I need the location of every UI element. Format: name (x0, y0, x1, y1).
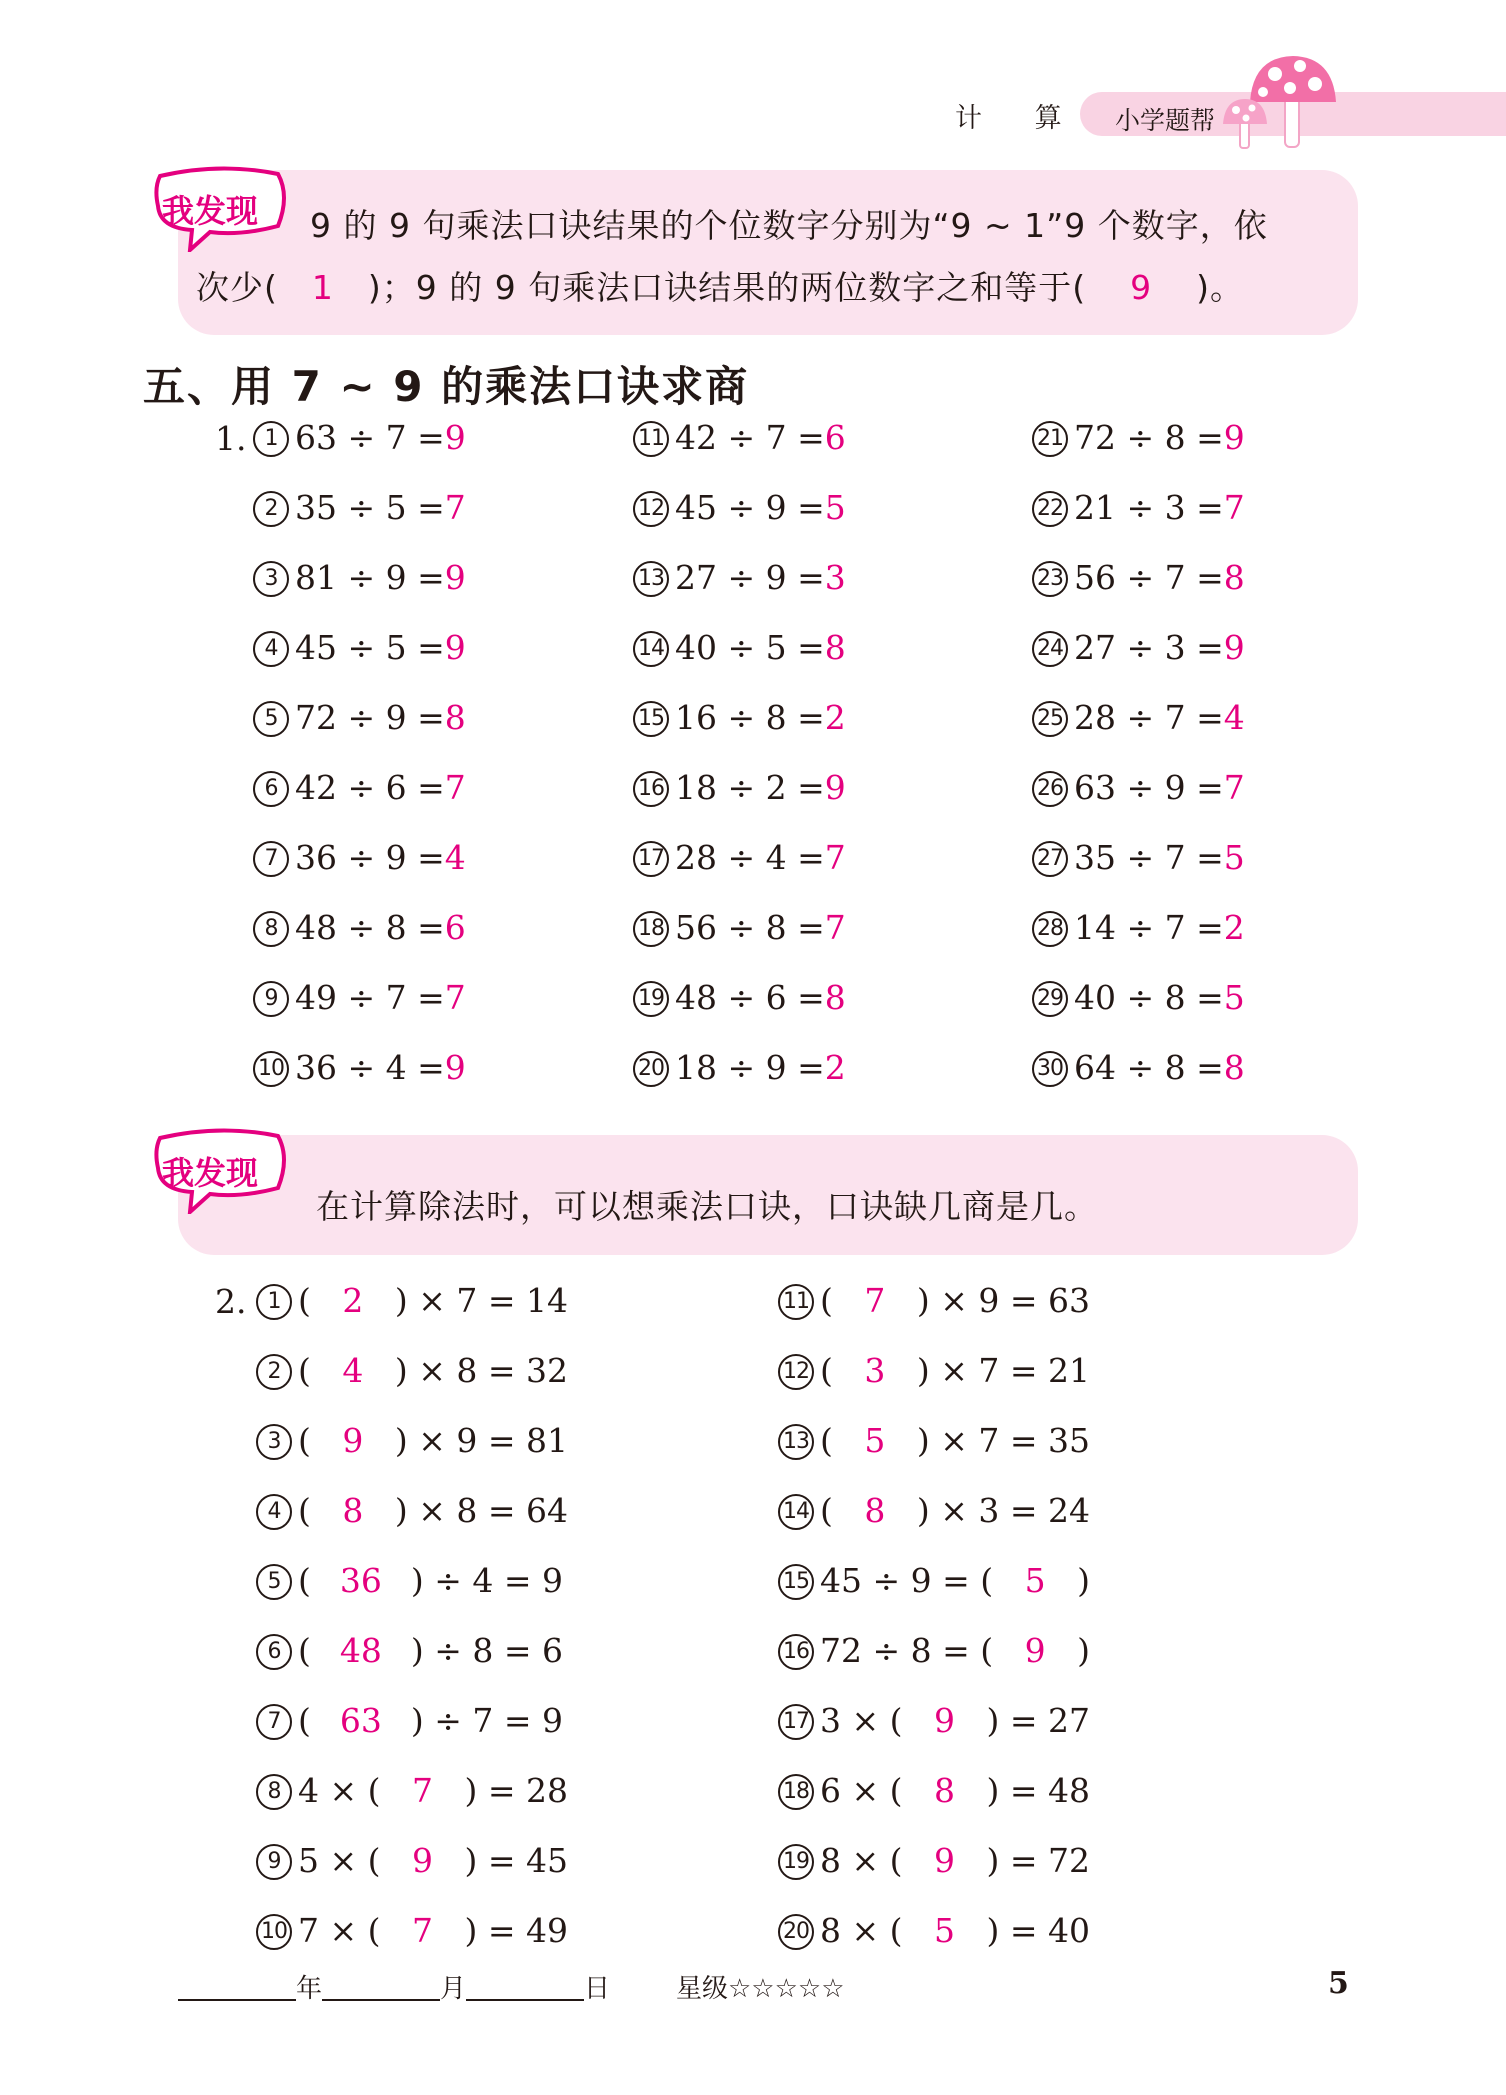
item-suffix: ) × 7 = 35 (916, 1421, 1090, 1460)
item-number: 23 (1032, 561, 1068, 597)
q2-item (778, 1841, 1090, 1880)
q1-item (633, 838, 846, 877)
item-suffix: ) ÷ 7 = 9 (410, 1701, 564, 1740)
item-prefix: ( (298, 1631, 311, 1670)
item-expression: 45 ÷ 9 = (675, 488, 825, 527)
item-answer: 7 (1223, 488, 1245, 527)
item-answer: 7 (444, 768, 466, 807)
discover-badge-1-text: 我发现 (162, 192, 259, 230)
item-number: 4 (253, 631, 289, 667)
q1-item (1032, 838, 1245, 877)
item-number: 3 (256, 1424, 292, 1460)
month-blank (322, 1975, 440, 2001)
item-answer: 6 (444, 908, 466, 947)
q2-item (778, 1701, 1090, 1740)
item-answer: 7 (412, 1771, 433, 1810)
item-expression: 16 ÷ 8 = (675, 698, 825, 737)
item-number: 22 (1032, 491, 1068, 527)
item-suffix: ) = 28 (464, 1771, 568, 1810)
item-number: 7 (253, 841, 289, 877)
discover1-line2 (196, 257, 1244, 319)
item-suffix: ) = 49 (464, 1911, 568, 1950)
item-answer: 8 (824, 978, 846, 1017)
item-answer: 8 (1223, 1048, 1245, 1087)
item-number: 19 (778, 1844, 814, 1880)
item-suffix: ) = 48 (986, 1771, 1090, 1810)
item-expression: 49 ÷ 7 = (295, 978, 445, 1017)
item-expression: 27 ÷ 3 = (1074, 628, 1224, 667)
item-prefix: 6 × ( (820, 1771, 903, 1810)
item-number: 7 (256, 1704, 292, 1740)
item-expression: 48 ÷ 6 = (675, 978, 825, 1017)
item-number: 18 (778, 1774, 814, 1810)
item-answer: 2 (342, 1281, 364, 1320)
item-expression: 56 ÷ 7 = (1074, 558, 1224, 597)
item-number: 24 (1032, 631, 1068, 667)
q1-item (633, 1048, 846, 1087)
item-answer: 7 (824, 838, 846, 877)
q1-item (1032, 768, 1245, 807)
item-answer: 5 (1024, 1561, 1046, 1600)
item-number: 18 (633, 911, 669, 947)
item-answer: 8 (934, 1771, 955, 1810)
item-expression: 63 ÷ 9 = (1074, 768, 1224, 807)
item-expression: 72 ÷ 9 = (295, 698, 445, 737)
item-number: 9 (253, 981, 289, 1017)
q1-item (1032, 908, 1245, 947)
q2-item (256, 1421, 568, 1460)
q2-item (256, 1561, 563, 1600)
item-expression: 40 ÷ 5 = (675, 628, 825, 667)
q1-item (633, 418, 846, 457)
item-expression: 72 ÷ 8 = (1074, 418, 1224, 457)
q1-item (1032, 488, 1245, 527)
item-expression: 28 ÷ 7 = (1074, 698, 1224, 737)
q1-item (1032, 978, 1245, 1017)
item-answer: 5 (1223, 838, 1245, 877)
item-prefix: ( (298, 1281, 311, 1320)
item-answer: 9 (444, 628, 466, 667)
item-number: 2 (256, 1354, 292, 1390)
discover1-line2-c: )。 (1196, 268, 1244, 307)
item-expression: 42 ÷ 7 = (675, 418, 825, 457)
item-expression: 48 ÷ 8 = (295, 908, 445, 947)
q1-item (253, 908, 466, 947)
q1-item (253, 1048, 466, 1087)
footer-date (178, 1968, 610, 2005)
item-answer: 5 (1223, 978, 1245, 1017)
item-expression: 64 ÷ 8 = (1074, 1048, 1224, 1087)
item-number: 21 (1032, 421, 1068, 457)
discover1-answer-1: 1 (311, 268, 334, 307)
q1-item (253, 698, 466, 737)
q1-item (633, 908, 846, 947)
item-answer: 3 (864, 1351, 886, 1390)
item-answer: 3 (824, 558, 846, 597)
item-answer: 7 (824, 908, 846, 947)
item-suffix: ) × 9 = 63 (916, 1281, 1090, 1320)
item-prefix: ( (820, 1351, 833, 1390)
item-answer: 9 (342, 1421, 364, 1460)
item-suffix: ) × 7 = 21 (916, 1351, 1090, 1390)
item-answer: 9 (824, 768, 846, 807)
item-suffix: ) = 72 (986, 1841, 1090, 1880)
q2-item (778, 1771, 1090, 1810)
item-answer: 9 (934, 1841, 955, 1880)
q1-item (633, 628, 846, 667)
item-answer: 4 (342, 1351, 364, 1390)
item-expression: 35 ÷ 5 = (295, 488, 445, 527)
item-number: 12 (633, 491, 669, 527)
item-answer: 7 (864, 1281, 886, 1320)
item-prefix: ( (820, 1421, 833, 1460)
item-suffix: ) × 8 = 32 (394, 1351, 568, 1390)
item-prefix: 5 × ( (298, 1841, 381, 1880)
item-prefix: 4 × ( (298, 1771, 381, 1810)
item-answer: 5 (864, 1421, 886, 1460)
item-answer: 4 (1223, 698, 1245, 737)
item-number: 26 (1032, 771, 1068, 807)
q1-item (1032, 698, 1245, 737)
discover2-text: 在计算除法时，可以想乘法口诀，口诀缺几商是几。 (316, 1187, 1098, 1226)
item-number: 20 (633, 1051, 669, 1087)
item-number: 10 (253, 1051, 289, 1087)
discover1-line1: 9 的 9 句乘法口诀结果的个位数字分别为“9 ~ 1”9 个数字，依 (310, 206, 1268, 245)
item-expression: 56 ÷ 8 = (675, 908, 825, 947)
item-number: 16 (633, 771, 669, 807)
q1-item (633, 978, 846, 1017)
item-expression: 36 ÷ 9 = (295, 838, 445, 877)
q1-item (253, 978, 466, 1017)
item-prefix: 3 × ( (820, 1701, 903, 1740)
q1-item (253, 628, 466, 667)
item-suffix: ) × 3 = 24 (916, 1491, 1090, 1530)
item-answer: 2 (824, 1048, 846, 1087)
q2-item (256, 1911, 568, 1950)
item-prefix: 45 ÷ 9 = ( (820, 1561, 994, 1600)
item-number: 4 (256, 1494, 292, 1530)
item-number: 15 (778, 1564, 814, 1600)
item-number: 6 (253, 771, 289, 807)
item-number: 14 (778, 1494, 814, 1530)
item-answer: 8 (444, 698, 466, 737)
item-prefix: ( (298, 1561, 311, 1600)
item-prefix: ( (298, 1351, 311, 1390)
q1-item (633, 558, 846, 597)
year-blank (178, 1975, 296, 2001)
item-expression: 42 ÷ 6 = (295, 768, 445, 807)
q2-item (256, 1631, 563, 1670)
item-answer: 8 (824, 628, 846, 667)
item-number: 25 (1032, 701, 1068, 737)
item-answer: 5 (824, 488, 846, 527)
star-rating: 星级☆☆☆☆☆ (676, 1974, 845, 2004)
item-prefix: 8 × ( (820, 1911, 903, 1950)
item-expression: 81 ÷ 9 = (295, 558, 445, 597)
item-answer: 7 (444, 488, 466, 527)
item-number: 8 (253, 911, 289, 947)
item-number: 16 (778, 1634, 814, 1670)
item-suffix: ) × 9 = 81 (394, 1421, 568, 1460)
year-label: 年 (296, 1974, 323, 2004)
item-number: 1 (253, 421, 289, 457)
item-number: 15 (633, 701, 669, 737)
q2-item (778, 1281, 1090, 1320)
item-answer: 5 (934, 1911, 955, 1950)
item-expression: 45 ÷ 5 = (295, 628, 445, 667)
item-number: 5 (256, 1564, 292, 1600)
item-number: 10 (256, 1914, 292, 1950)
item-suffix: ) × 8 = 64 (394, 1491, 568, 1530)
q2-label: 2. (215, 1282, 247, 1321)
item-number: 13 (633, 561, 669, 597)
q1-item (1032, 628, 1245, 667)
item-answer: 9 (1223, 628, 1245, 667)
item-number: 6 (256, 1634, 292, 1670)
day-blank (466, 1975, 584, 2001)
item-answer: 4 (444, 838, 466, 877)
day-label: 日 (584, 1974, 611, 2004)
item-expression: 18 ÷ 2 = (675, 768, 825, 807)
item-answer: 9 (1223, 418, 1245, 457)
item-expression: 27 ÷ 9 = (675, 558, 825, 597)
q2-item (256, 1841, 568, 1880)
item-suffix: ) (1077, 1561, 1090, 1600)
q2-item (256, 1351, 568, 1390)
item-number: 9 (256, 1844, 292, 1880)
q1-item (253, 488, 466, 527)
q2-item (778, 1561, 1090, 1600)
q2-item (778, 1421, 1090, 1460)
q2-item (256, 1701, 563, 1740)
q1-item (253, 558, 466, 597)
item-prefix: 7 × ( (298, 1911, 381, 1950)
item-number: 30 (1032, 1051, 1068, 1087)
item-number: 2 (253, 491, 289, 527)
item-answer: 63 (339, 1701, 382, 1740)
item-number: 28 (1032, 911, 1068, 947)
item-prefix: ( (820, 1491, 833, 1530)
item-answer: 2 (1223, 908, 1245, 947)
item-expression: 28 ÷ 4 = (675, 838, 825, 877)
item-number: 5 (253, 701, 289, 737)
item-expression: 63 ÷ 7 = (295, 418, 445, 457)
item-answer: 8 (342, 1491, 364, 1530)
discover1-line2-b: )；9 的 9 句乘法口诀结果的两位数字之和等于( (367, 268, 1087, 307)
q1-item (1032, 418, 1245, 457)
item-suffix: ) (1077, 1631, 1090, 1670)
item-suffix: ) = 40 (986, 1911, 1090, 1950)
item-number: 11 (778, 1284, 814, 1320)
q2-item (778, 1491, 1090, 1530)
item-number: 1 (256, 1284, 292, 1320)
item-suffix: ) ÷ 8 = 6 (410, 1631, 564, 1670)
item-expression: 21 ÷ 3 = (1074, 488, 1224, 527)
item-answer: 9 (444, 418, 466, 457)
item-number: 12 (778, 1354, 814, 1390)
item-prefix: 8 × ( (820, 1841, 903, 1880)
item-prefix: 72 ÷ 8 = ( (820, 1631, 994, 1670)
item-answer: 9 (934, 1701, 955, 1740)
item-answer: 9 (412, 1841, 433, 1880)
q1-label: 1. (215, 419, 247, 458)
q1-item (1032, 558, 1245, 597)
item-prefix: ( (298, 1701, 311, 1740)
item-prefix: ( (298, 1491, 311, 1530)
header-brand: 小学题帮 (1115, 106, 1216, 135)
item-number: 14 (633, 631, 669, 667)
item-number: 8 (256, 1774, 292, 1810)
item-expression: 35 ÷ 7 = (1074, 838, 1224, 877)
item-number: 13 (778, 1424, 814, 1460)
q1-item (253, 838, 466, 877)
item-answer: 7 (1223, 768, 1245, 807)
discover1-line2-a: 次少( (196, 268, 278, 307)
q2-item (256, 1281, 568, 1320)
item-answer: 9 (444, 1048, 466, 1087)
page-number: 5 (1328, 1966, 1349, 2001)
item-answer: 9 (444, 558, 466, 597)
discover-badge-2-text: 我发现 (162, 1154, 259, 1192)
discover1-answer-2: 9 (1130, 268, 1153, 307)
item-expression: 18 ÷ 9 = (675, 1048, 825, 1087)
q1-item (633, 488, 846, 527)
item-answer: 48 (339, 1631, 382, 1670)
item-answer: 8 (1223, 558, 1245, 597)
item-answer: 6 (824, 418, 846, 457)
q2-item (778, 1911, 1090, 1950)
item-number: 3 (253, 561, 289, 597)
item-answer: 7 (412, 1911, 433, 1950)
month-label: 月 (440, 1974, 467, 2004)
item-suffix: ) = 45 (464, 1841, 568, 1880)
item-prefix: ( (298, 1421, 311, 1460)
q1-item (253, 418, 466, 457)
item-answer: 8 (864, 1491, 886, 1530)
item-answer: 7 (444, 978, 466, 1017)
item-number: 17 (778, 1704, 814, 1740)
q2-item (778, 1631, 1090, 1670)
q2-item (778, 1351, 1090, 1390)
header-subject: 计 算 (955, 103, 1084, 134)
item-expression: 14 ÷ 7 = (1074, 908, 1224, 947)
item-suffix: ) ÷ 4 = 9 (410, 1561, 564, 1600)
q1-item (633, 768, 846, 807)
q2-item (256, 1491, 568, 1530)
item-number: 27 (1032, 841, 1068, 877)
item-number: 17 (633, 841, 669, 877)
item-expression: 36 ÷ 4 = (295, 1048, 445, 1087)
item-suffix: ) × 7 = 14 (394, 1281, 568, 1320)
item-answer: 2 (824, 698, 846, 737)
item-suffix: ) = 27 (986, 1701, 1090, 1740)
item-number: 29 (1032, 981, 1068, 1017)
section-5-title: 五、用 7 ~ 9 的乘法口诀求商 (143, 362, 750, 411)
item-expression: 40 ÷ 8 = (1074, 978, 1224, 1017)
item-number: 11 (633, 421, 669, 457)
item-number: 20 (778, 1914, 814, 1950)
small-mushroom-icon (1220, 96, 1270, 151)
q1-item (1032, 1048, 1245, 1087)
item-prefix: ( (820, 1281, 833, 1320)
q1-item (633, 698, 846, 737)
q1-item (253, 768, 466, 807)
item-answer: 36 (339, 1561, 382, 1600)
item-number: 19 (633, 981, 669, 1017)
q2-item (256, 1771, 568, 1810)
item-answer: 9 (1024, 1631, 1046, 1670)
